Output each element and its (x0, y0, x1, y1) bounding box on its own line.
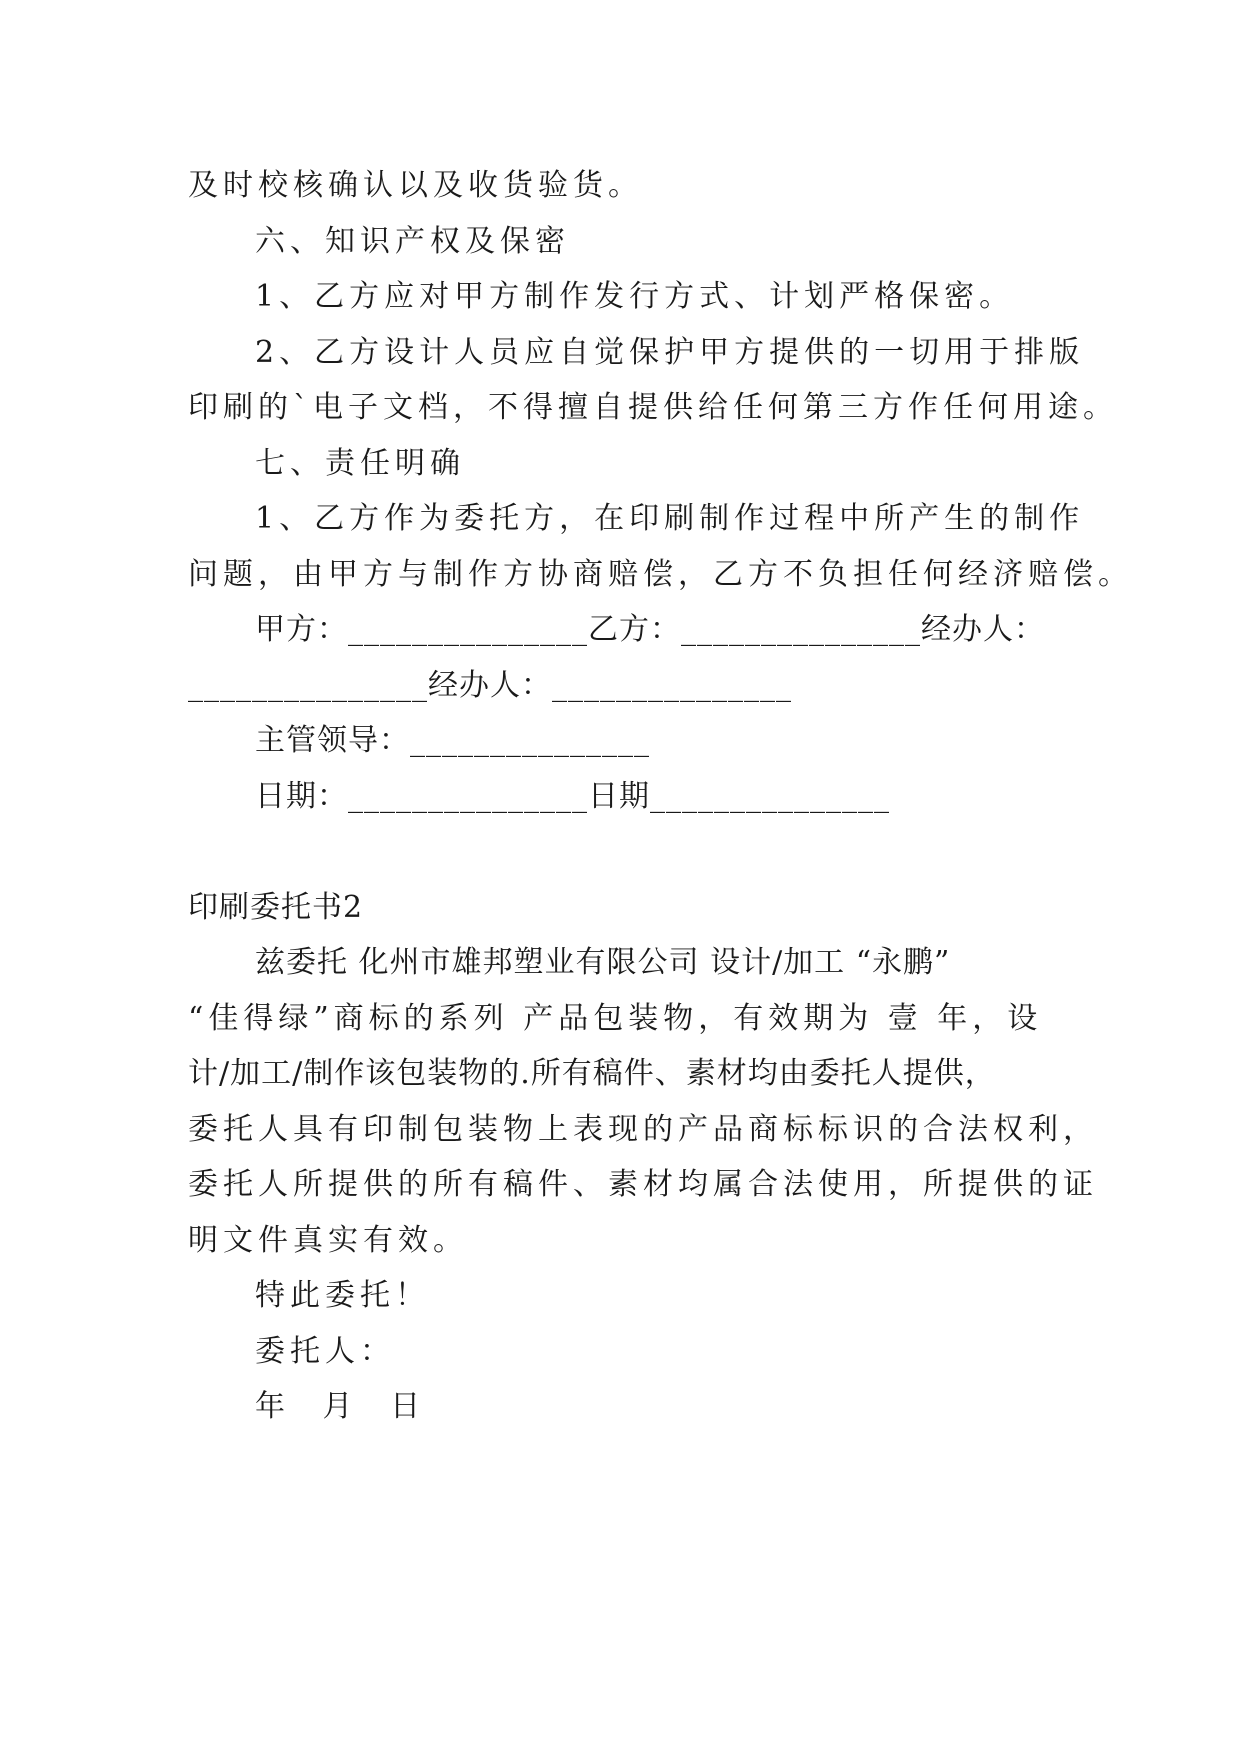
clause-line: 印刷的`电子文档，不得擅自提供给任何第三方作任何用途。 (188, 390, 1118, 425)
paragraph-line: 委托人所提供的所有稿件、素材均属合法使用，所提供的证 (188, 1167, 1098, 1202)
section-title: 印刷委托书2 (188, 890, 364, 925)
section-heading-seven: 七、责任明确 (255, 446, 465, 481)
paragraph-line: “佳得绿”商标的系列 产品包装物，有效期为 壹 年，设 (188, 1001, 1043, 1036)
signature-line: 甲方：_______________乙方：_______________经办人： (255, 612, 1045, 647)
paragraph-line: 计/加工/制作该包装物的.所有稿件、素材均由委托人提供， (188, 1056, 996, 1091)
clause-line: 问题，由甲方与制作方协商赔偿，乙方不负担任何经济赔偿。 (188, 557, 1133, 592)
signature-line: _______________经办人：_______________ (188, 668, 792, 703)
closing-line: 特此委托！ (255, 1278, 430, 1313)
signatory-label: 委托人： (255, 1334, 395, 1369)
section-heading-six: 六、知识产权及保密 (255, 224, 570, 259)
clause-line: 1、乙方应对甲方制作发行方式、计划严格保密。 (255, 279, 1015, 314)
paragraph-line: 明文件真实有效。 (188, 1223, 468, 1258)
clause-line: 1、乙方作为委托方，在印刷制作过程中所产生的制作 (255, 501, 1085, 536)
paragraph-line: 兹委托 化州市雄邦塑业有限公司 设计/加工 “永鹏” (255, 945, 951, 980)
date-label: 年 月 日 (255, 1389, 435, 1424)
paragraph-line: 及时校核确认以及收货验货。 (188, 168, 643, 203)
signature-line: 主管领导：_______________ (255, 723, 650, 758)
date-line: 日期：_______________日期_______________ (255, 779, 890, 814)
paragraph-line: 委托人具有印制包装物上表现的产品商标标识的合法权利， (188, 1112, 1098, 1147)
clause-line: 2、乙方设计人员应自觉保护甲方提供的一切用于排版 (255, 335, 1085, 370)
